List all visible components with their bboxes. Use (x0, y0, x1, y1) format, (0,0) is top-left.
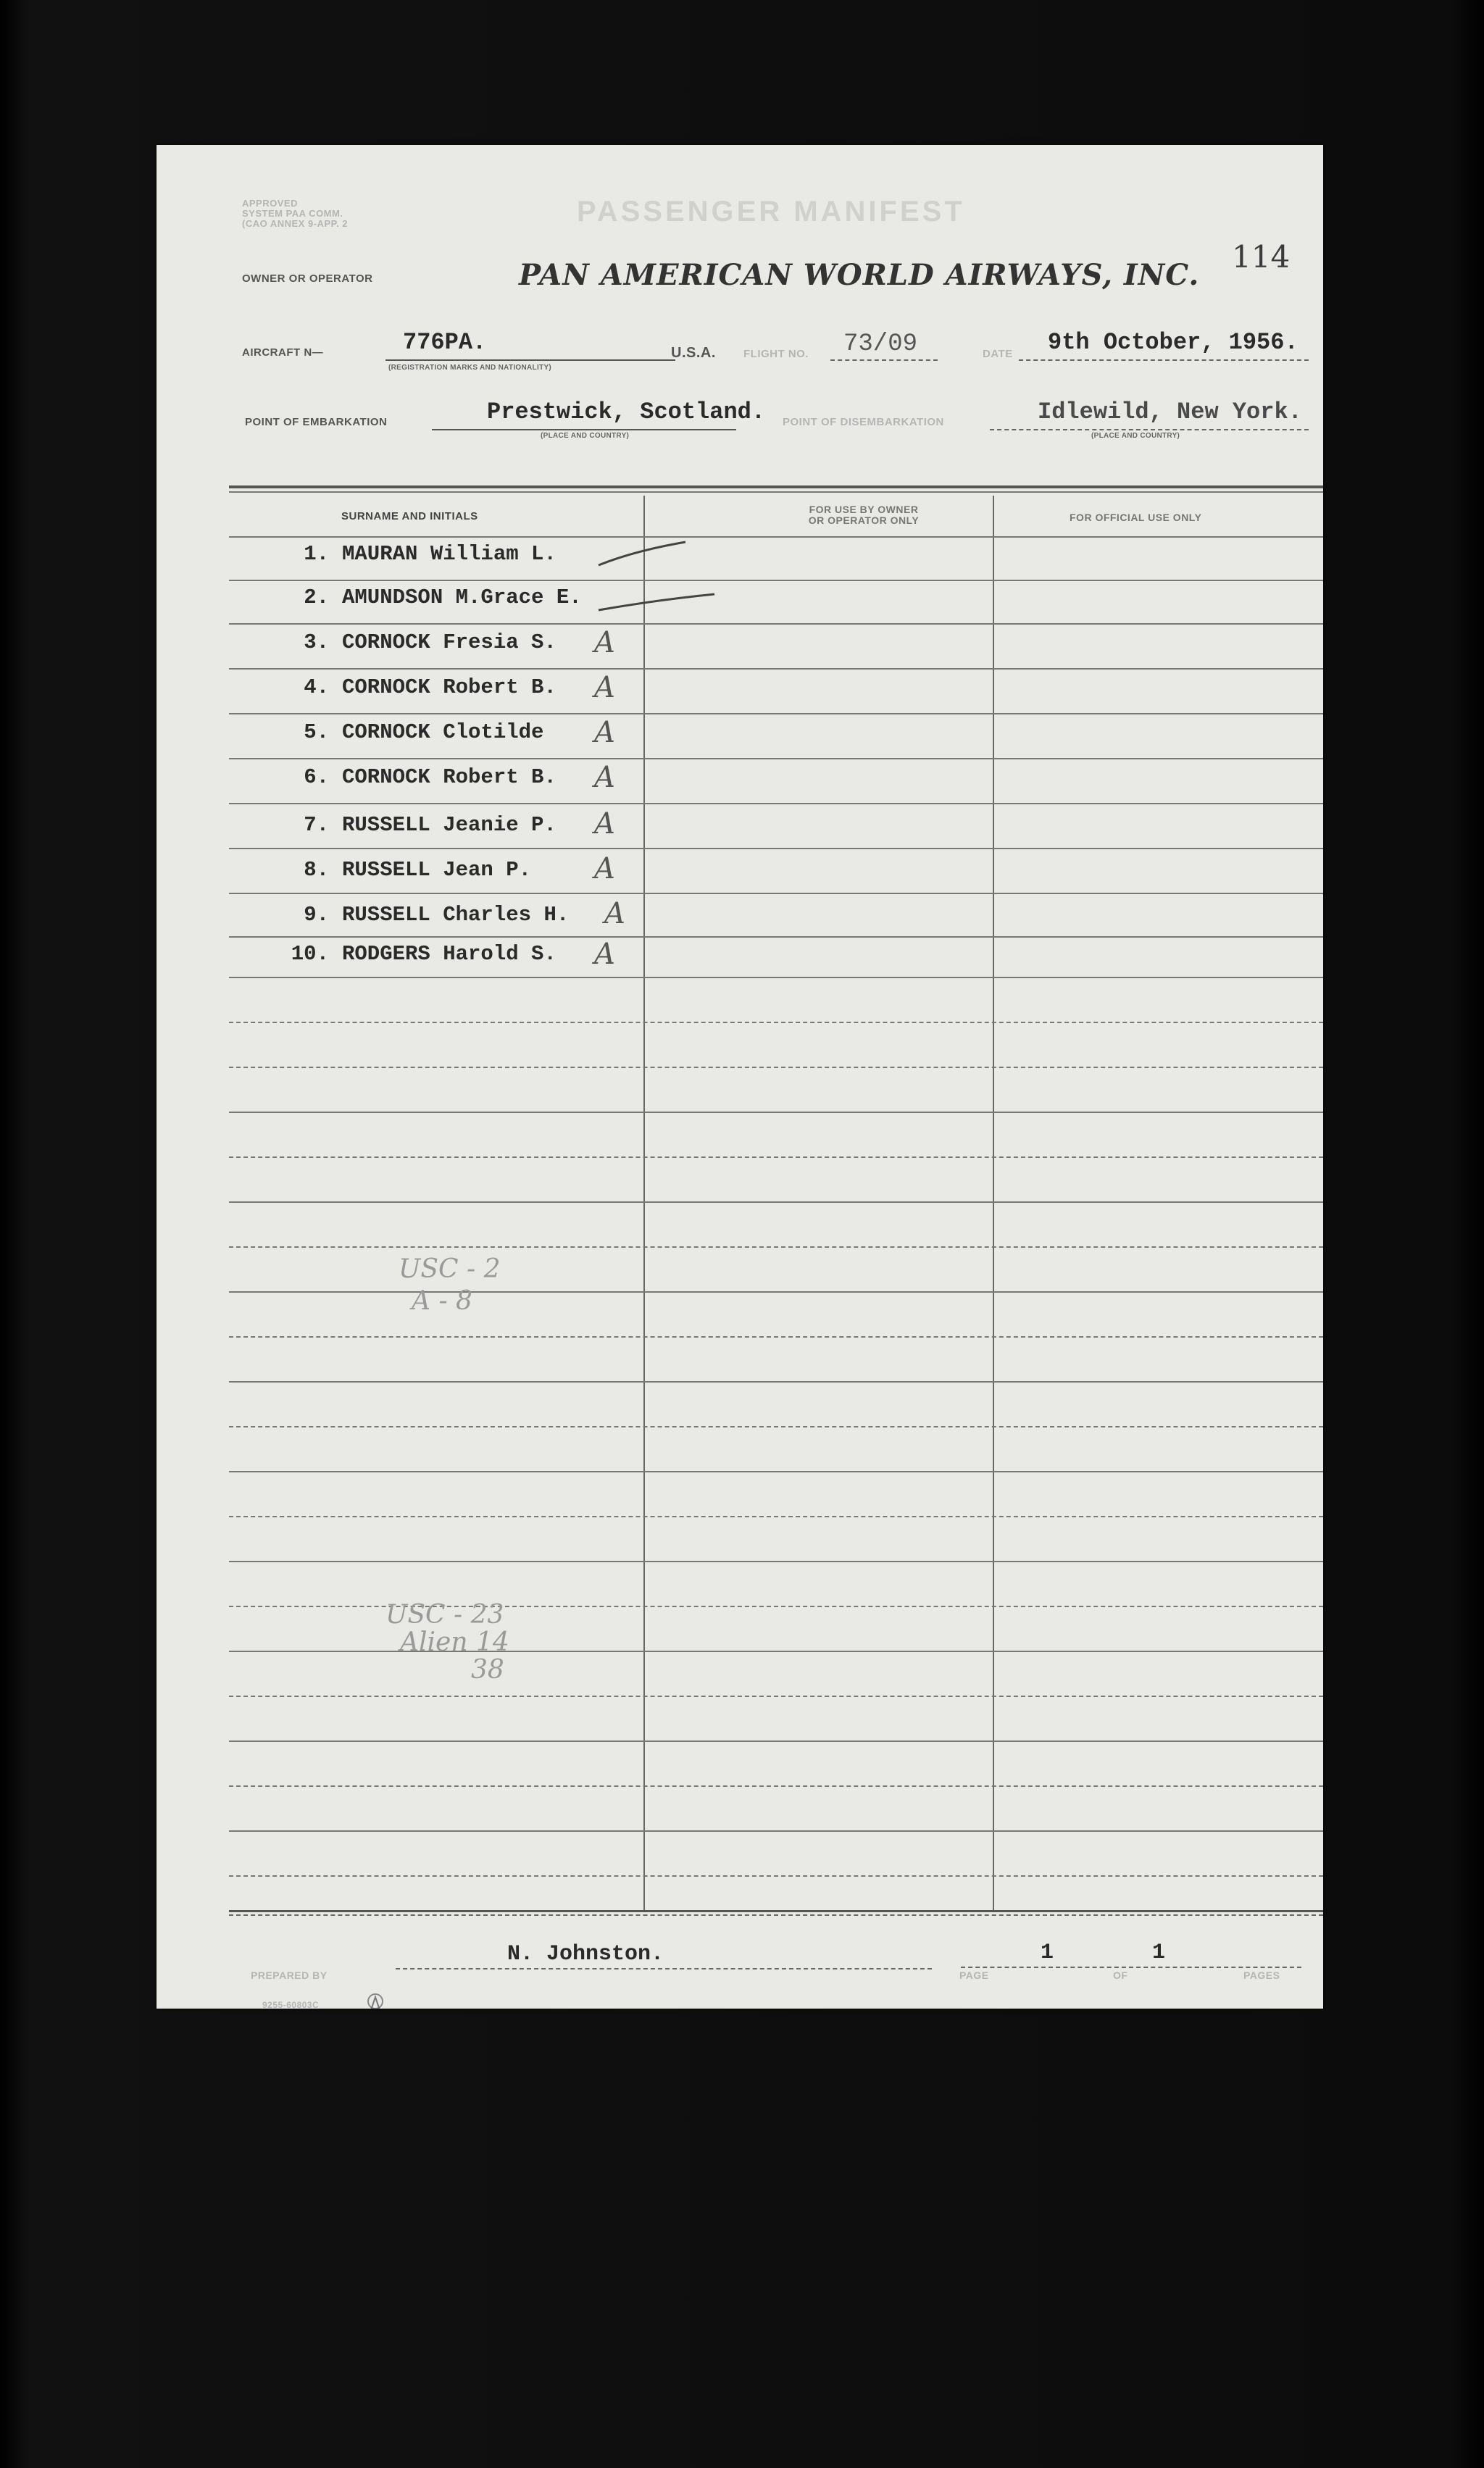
pages-label: PAGES (1243, 1969, 1280, 1981)
passenger-row (272, 630, 556, 654)
row-rule (229, 848, 1323, 849)
column-divider-2 (993, 496, 994, 1912)
passenger-name: AMUNDSON M.Grace E. (342, 585, 582, 609)
passenger-name: MAURAN William L. (342, 542, 556, 566)
owner-label: OWNER OR OPERATOR (242, 272, 373, 285)
pencil-note-1-line-2: A - 8 (412, 1286, 472, 1316)
row-rule (229, 1516, 1323, 1517)
check-stroke-icon (599, 594, 714, 610)
aircraft-value: 776PA. (403, 329, 487, 356)
alien-mark: A (594, 761, 615, 794)
date-value: 9th October, 1956. (1048, 329, 1298, 356)
col-header-surname: SURNAME AND INITIALS (341, 510, 478, 522)
stamp-icon (361, 1985, 390, 2009)
nationality: U.S.A. (671, 345, 716, 361)
passenger-number: 3. (304, 630, 329, 654)
flight-value: 73/09 (843, 330, 918, 358)
page-underline (961, 1967, 1301, 1968)
pencil-note-2 (385, 1601, 509, 1684)
passenger-number: 8. (304, 858, 329, 882)
pencil-note-1 (399, 1254, 501, 1317)
col-header-official: FOR OFFICIAL USE ONLY (1070, 512, 1202, 523)
alien-mark: A (594, 716, 615, 749)
passenger-name: RUSSELL Jean P. (342, 858, 532, 882)
row-rule (229, 1067, 1323, 1068)
passenger-number: 5. (304, 720, 329, 744)
embarkation-underline (432, 429, 736, 430)
row-rule (229, 1246, 1323, 1248)
row-rule (229, 713, 1323, 714)
page-value: 1 (1041, 1940, 1054, 1965)
row-rule (229, 893, 1323, 894)
of-label: OF (1113, 1969, 1128, 1981)
passenger-number: 4. (304, 675, 329, 699)
row-rule (229, 1381, 1323, 1383)
registration-caption: (REGISTRATION MARKS AND NATIONALITY) (388, 364, 552, 372)
row-rule (229, 936, 1323, 938)
row-rule (229, 1112, 1323, 1113)
date-underline (1019, 359, 1309, 361)
alien-mark: A (594, 626, 615, 659)
alien-mark: A (594, 852, 615, 885)
passenger-row (272, 675, 556, 699)
passenger-number: 7. (304, 813, 329, 837)
owner-value: PAN AMERICAN WORLD AIRWAYS, INC. (519, 258, 1200, 292)
pencil-note-2-line-2: Alien 14 (400, 1627, 509, 1657)
passenger-number: 9. (304, 903, 329, 927)
row-rule (229, 1875, 1323, 1877)
row-rule (229, 668, 1323, 670)
row-rule (229, 1740, 1323, 1742)
row-rule (229, 977, 1323, 978)
row-rule (229, 803, 1323, 804)
flight-label: FLIGHT NO. (743, 348, 809, 360)
row-rule (229, 1561, 1323, 1562)
aircraft-underline (385, 359, 675, 361)
row-rule (229, 580, 1323, 581)
embarkation-place-caption: (PLACE AND COUNTRY) (541, 432, 630, 440)
alien-mark: A (594, 807, 615, 841)
row-rule (229, 1830, 1323, 1832)
passenger-row (272, 942, 556, 966)
prepared-label: PREPARED BY (251, 1969, 328, 1981)
manifest-sheet (157, 145, 1323, 2009)
pencil-note-2-line-1: USC - 23 (385, 1600, 504, 1630)
disembarkation-place-caption: (PLACE AND COUNTRY) (1091, 432, 1180, 440)
row-rule (229, 1426, 1323, 1427)
passenger-row (272, 858, 531, 882)
page-number: 114 (1232, 239, 1291, 275)
page-label: PAGE (959, 1969, 989, 1981)
passenger-number: 2. (304, 585, 329, 609)
passenger-name: CORNOCK Robert B. (342, 765, 556, 789)
passenger-row (272, 720, 543, 744)
row-rule (229, 1291, 1323, 1293)
passenger-name: RUSSELL Jeanie P. (342, 813, 556, 837)
passenger-name: CORNOCK Robert B. (342, 675, 556, 699)
table-top-rule (229, 485, 1323, 488)
row-rule (229, 1336, 1323, 1338)
col-header-owner-use-line-1: FOR USE BY OWNER (809, 504, 919, 515)
table-bottom-rule (229, 1910, 1323, 1912)
of-value: 1 (1152, 1940, 1166, 1965)
passenger-row (272, 903, 569, 927)
check-stroke-icon (599, 542, 685, 565)
passenger-name: RUSSELL Charles H. (342, 903, 570, 927)
row-rule (229, 1156, 1323, 1158)
pencil-note-2-line-3: 38 (471, 1655, 504, 1685)
approval-line-3: (CAO ANNEX 9-APP. 2 (242, 218, 349, 229)
alien-mark: A (604, 897, 625, 930)
pencil-note-1-line-1: USC - 2 (399, 1254, 501, 1284)
form-title: PASSENGER MANIFEST (577, 196, 965, 228)
embarkation-value: Prestwick, Scotland. (487, 399, 766, 425)
disembarkation-label: POINT OF DISEMBARKATION (783, 416, 944, 428)
col-header-owner-use-line-2: OR OPERATOR ONLY (808, 514, 920, 526)
row-rule (229, 758, 1323, 759)
passenger-row (272, 813, 556, 837)
prepared-value: N. Johnston. (507, 1942, 664, 1967)
row-rule (229, 1022, 1323, 1023)
embarkation-label: POINT OF EMBARKATION (245, 416, 388, 428)
prepared-underline (396, 1968, 932, 1969)
row-rule (229, 1471, 1323, 1472)
row-rule (229, 1696, 1323, 1697)
passenger-name: RODGERS Harold S. (342, 942, 556, 966)
row-rule (229, 536, 1323, 538)
row-rule (229, 623, 1323, 625)
flight-underline (830, 359, 938, 361)
alien-mark: A (594, 938, 615, 971)
passenger-name: CORNOCK Fresia S. (342, 630, 556, 654)
approval-line-2: SYSTEM PAA COMM. (242, 208, 343, 219)
passenger-row (272, 765, 556, 789)
disembarkation-value: Idlewild, New York. (1038, 399, 1302, 425)
approval-stamp (242, 199, 348, 229)
row-rule (229, 1785, 1323, 1787)
passenger-name: CORNOCK Clotilde (342, 720, 544, 744)
aircraft-label: AIRCRAFT N— (242, 346, 324, 359)
passenger-number: 6. (304, 765, 329, 789)
table-top-rule-2 (229, 491, 1323, 493)
form-code: 9255-60803C (262, 2000, 320, 2009)
passenger-row (272, 585, 582, 609)
passenger-row (272, 542, 556, 566)
row-rule (229, 1201, 1323, 1203)
passenger-number: 1. (304, 542, 329, 566)
passenger-number: 10. (291, 942, 329, 966)
table-bottom-rule-2 (229, 1914, 1323, 1916)
column-divider-1 (643, 496, 645, 1912)
date-label: DATE (983, 348, 1013, 360)
alien-mark: A (594, 671, 615, 704)
disembarkation-underline (990, 429, 1309, 430)
approval-line-1: APPROVED (242, 198, 298, 209)
